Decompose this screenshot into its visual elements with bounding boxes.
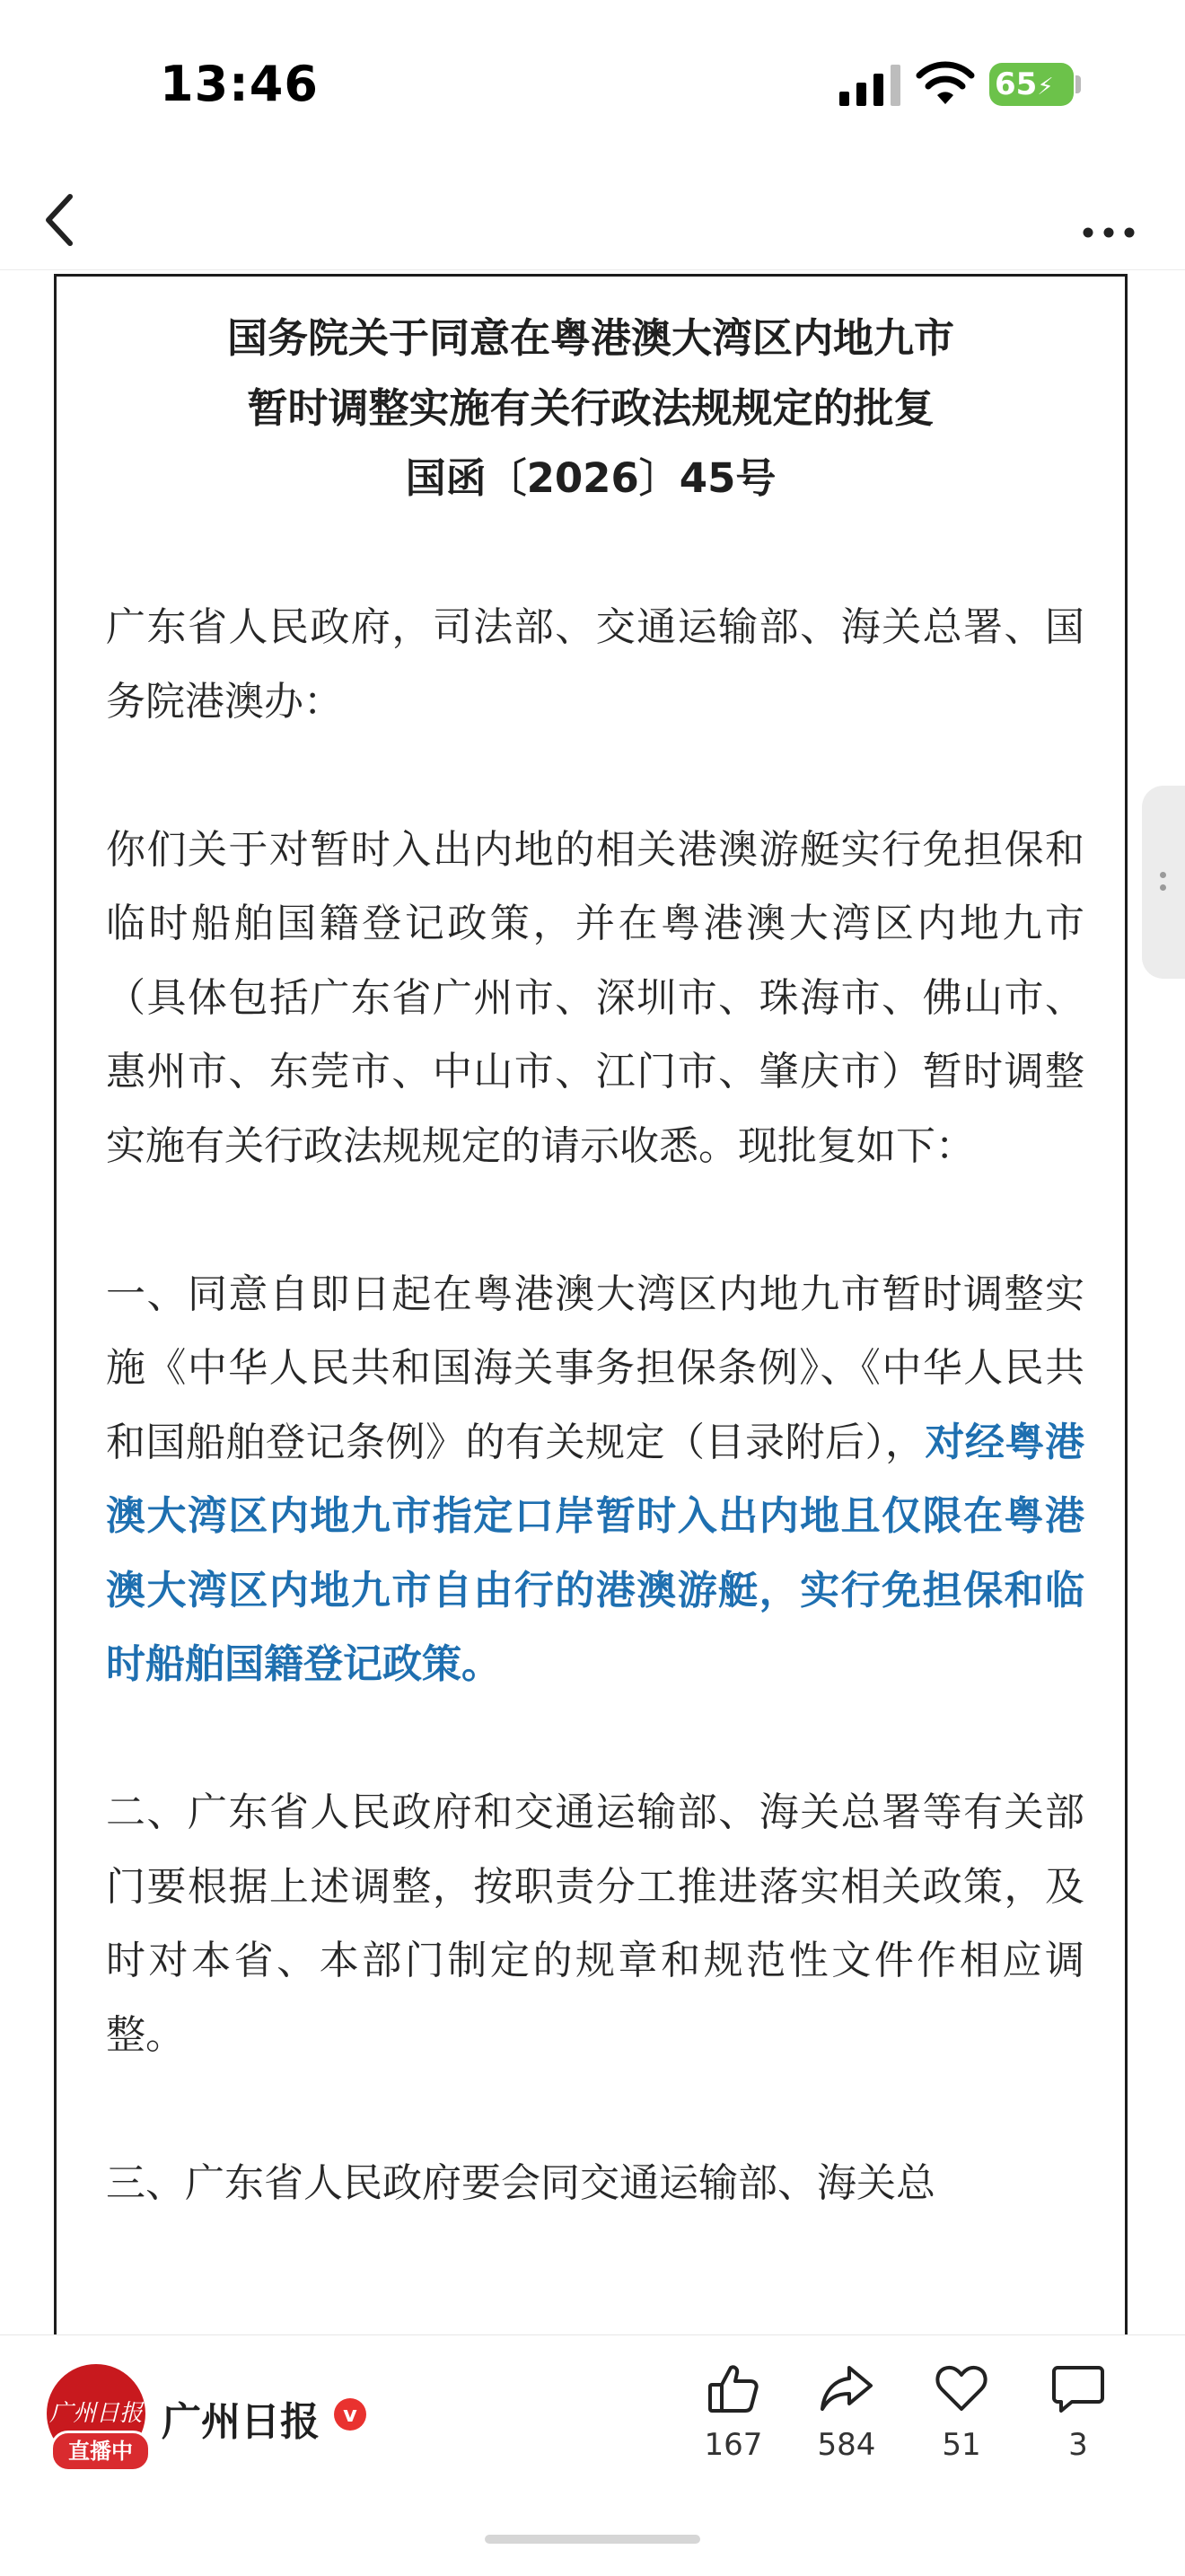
charging-bolt-icon: ⚡ (1037, 74, 1054, 101)
account-name[interactable]: 广州日报 (162, 2399, 320, 2445)
side-scroll-handle[interactable] (1142, 786, 1185, 979)
comment-bubble-icon (1050, 2361, 1106, 2416)
avatar[interactable]: 广州日报 (47, 2364, 145, 2463)
favorite-button[interactable] (912, 2361, 1011, 2486)
back-chevron-icon[interactable] (34, 184, 97, 256)
home-indicator[interactable] (485, 2535, 700, 2544)
thumbs-up-icon (706, 2361, 761, 2416)
paragraph-item-3: 三、广东省人民政府要会同交通运输部、海关总 (106, 2159, 935, 2206)
live-badge[interactable]: 直播中 (50, 2431, 151, 2472)
heading-line-1: 国务院关于同意在粤港澳大湾区内地九市 (226, 314, 954, 362)
document-heading (57, 303, 1125, 514)
status-bar (0, 0, 1185, 171)
heart-icon (934, 2361, 989, 2416)
like-count: 167 (704, 2427, 763, 2463)
handle-dot (1160, 884, 1166, 891)
more-options-icon[interactable] (1077, 193, 1140, 247)
wifi-icon (916, 61, 975, 106)
share-button[interactable] (797, 2361, 896, 2486)
paragraph-item-1-text: 一、同意自即日起在粤港澳大湾区内地九市暂时调整实施《中华人民共和国海关事务担保条例》、《中华人民共和国船舶登记条例》的有关规定（目录附后）， (106, 1270, 1084, 1465)
comment-count: 3 (1068, 2427, 1088, 2463)
highlighted-policy-text: 对经粤港澳大湾区内地九市指定口岸暂时入出内地且仅限在粤港澳大湾区内地九市自由行的港澳游艇，实行免担保和临时船舶国籍登记政策。 (106, 1419, 1084, 1687)
battery-icon (989, 63, 1074, 106)
heading-line-3: 国函〔2026〕45号 (405, 454, 777, 502)
document-body (106, 591, 1084, 2295)
paragraph-item-2: 二、广东省人民政府和交通运输部、海关总署等有关部门要根据上述调整，按职责分工推进落实相关政策，及时对本省、本部门制定的规章和规范性文件作相应调整。 (106, 1789, 1084, 2058)
status-time: 13:46 (160, 56, 319, 112)
document-frame (54, 274, 1128, 2339)
favorite-count: 51 (942, 2427, 981, 2463)
verified-badge: v (334, 2398, 366, 2431)
battery-level: 65 (995, 66, 1038, 102)
share-count: 584 (817, 2427, 876, 2463)
heading-line-2: 暂时调整实施有关行政法规规定的批复 (247, 384, 935, 432)
salutation: 广东省人民政府，司法部、交通运输部、海关总署、国务院港澳办： (106, 604, 1084, 725)
paragraph-request: 你们关于对暂时入出内地的相关港澳游艇实行免担保和临时船舶国籍登记政策，并在粤港澳大湾区内地九市（具体包括广东省广州市、深圳市、珠海市、佛山市、惠州市、东莞市、中山市、江门市、肇庆市）暂时调整实施有关行政法规规定的请示收悉。现批复如下： (106, 826, 1084, 1169)
cellular-signal-icon (839, 65, 902, 106)
battery-tip (1075, 75, 1081, 93)
comment-button[interactable] (1029, 2361, 1128, 2486)
handle-dot (1160, 872, 1166, 878)
nav-bar (0, 171, 1185, 270)
share-arrow-icon (819, 2361, 874, 2416)
like-button[interactable] (684, 2361, 783, 2486)
paragraph-item-1 (106, 1258, 1084, 1702)
